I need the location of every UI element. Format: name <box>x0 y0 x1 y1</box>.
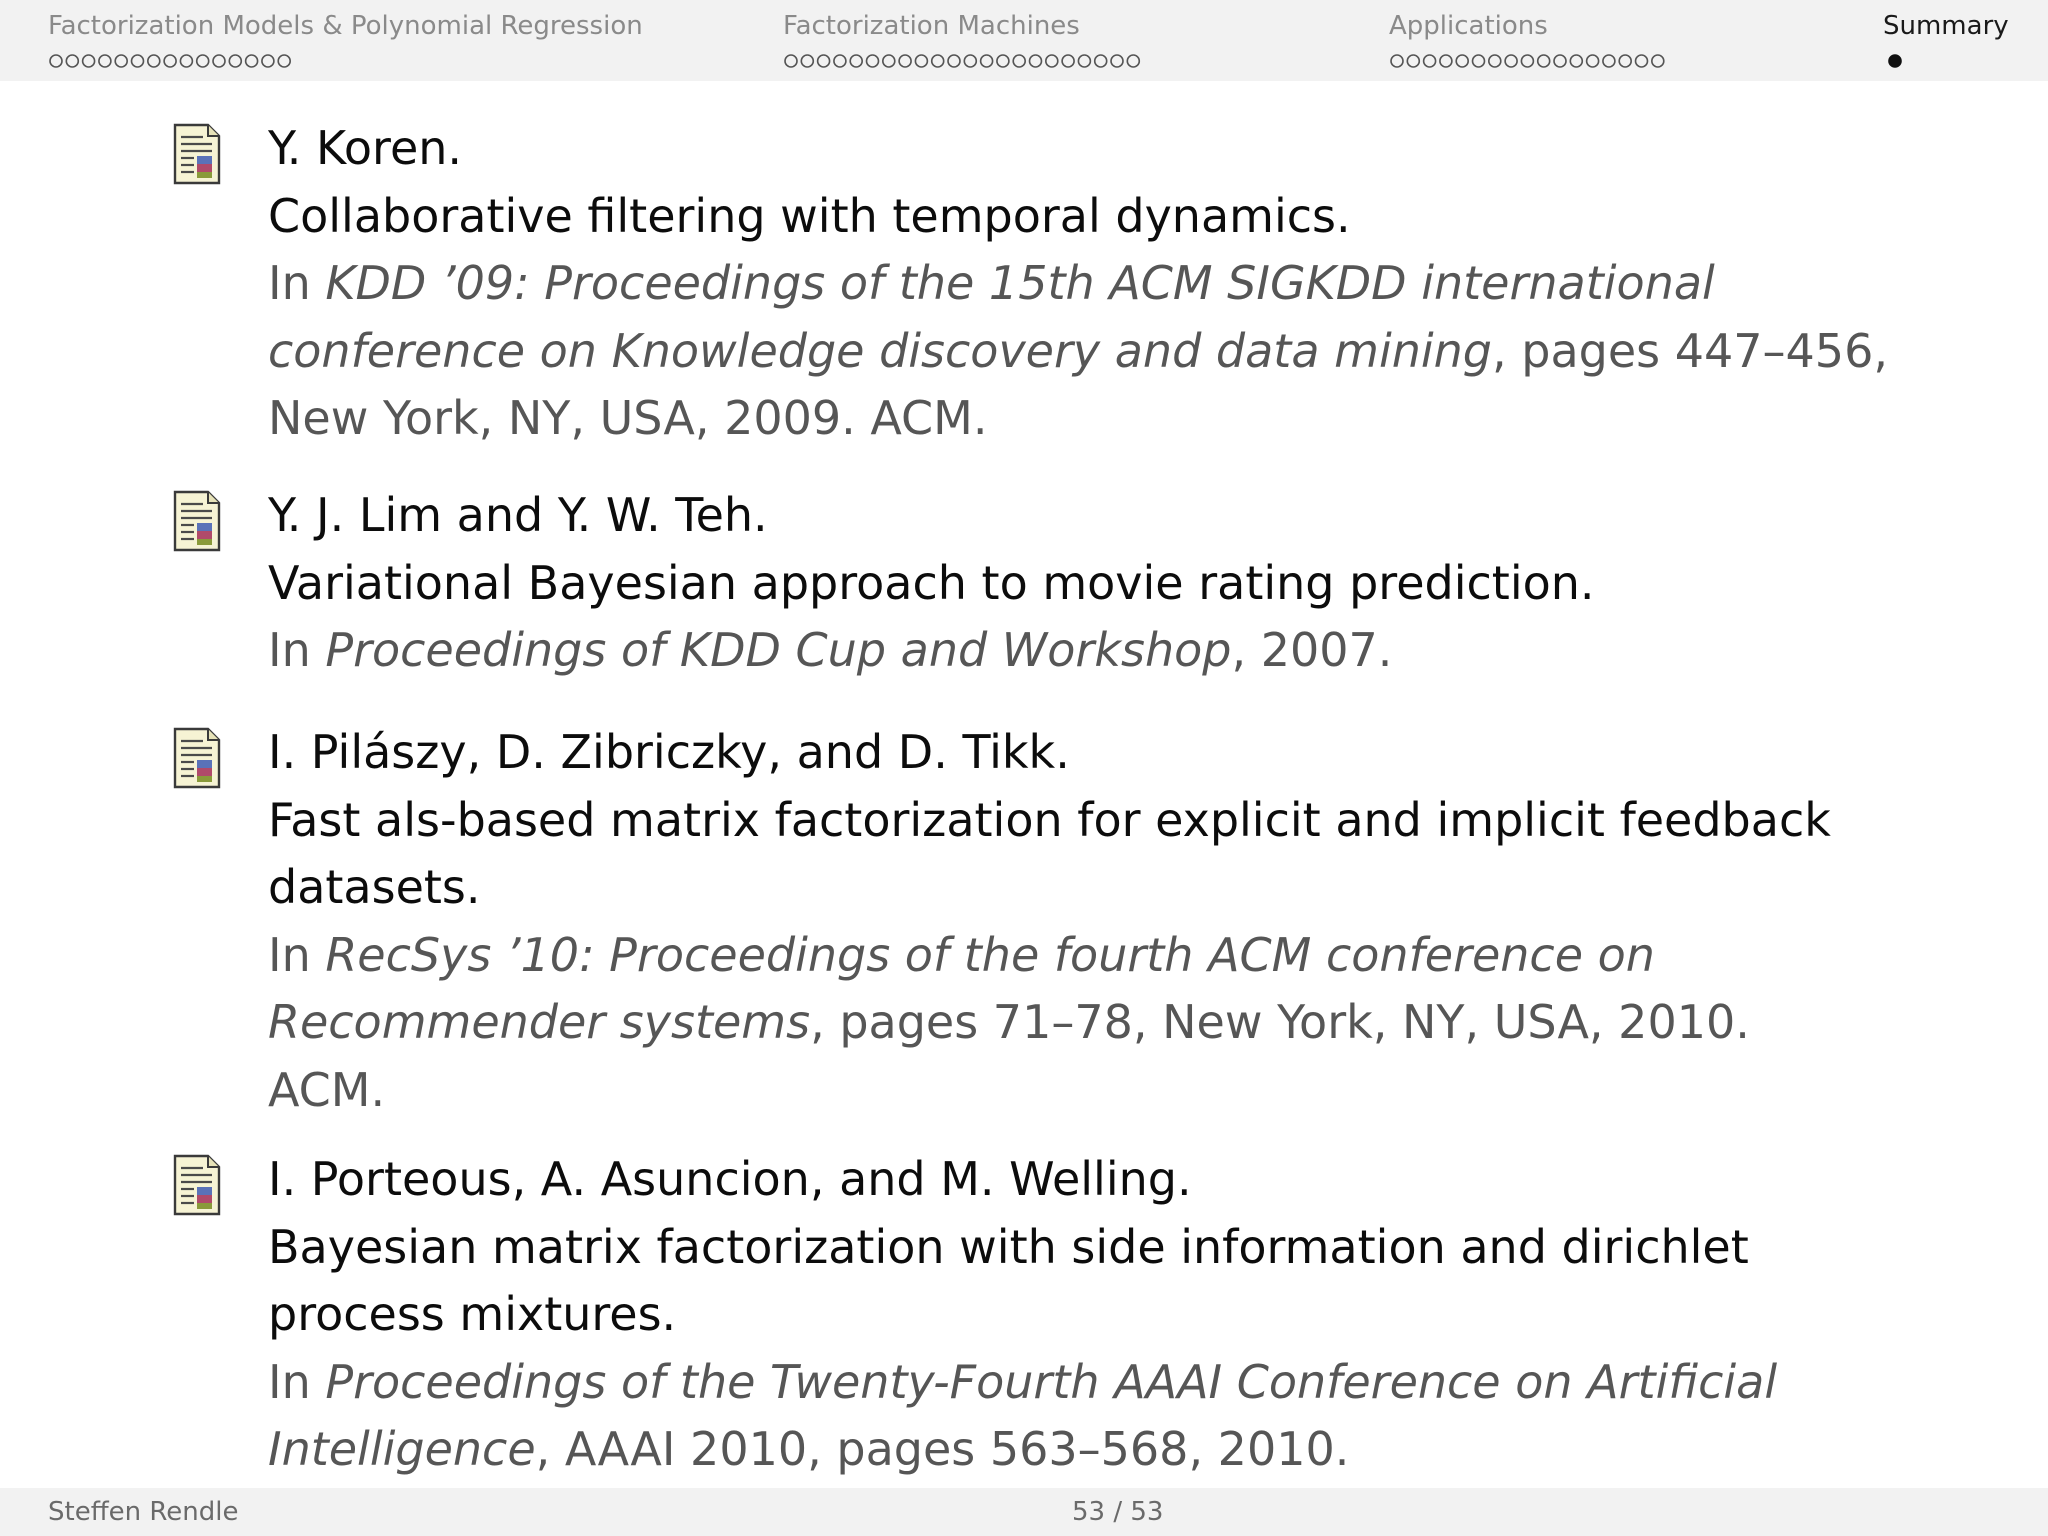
slide-footer <box>0 1488 2048 1536</box>
nav-dot[interactable] <box>948 55 960 67</box>
nav-dot[interactable] <box>1505 55 1517 67</box>
nav-section-title[interactable]: Factorization Machines <box>783 11 1080 41</box>
reference-title: Variational Bayesian approach to movie rating prediction. <box>268 555 1595 610</box>
nav-dot[interactable] <box>115 55 127 67</box>
nav-section-progress-dots[interactable] <box>48 51 297 71</box>
nav-dot[interactable] <box>1391 55 1403 67</box>
nav-dot[interactable] <box>197 55 209 67</box>
bibliography-text <box>268 1146 1908 1484</box>
nav-dot[interactable] <box>1013 55 1025 67</box>
nav-section-title[interactable]: Applications <box>1389 11 1548 41</box>
reference-source-text: , 2007. <box>1231 623 1393 677</box>
nav-dot[interactable] <box>818 55 830 67</box>
nav-dot-current[interactable] <box>1889 55 1901 67</box>
reference-source <box>268 1057 1908 1125</box>
nav-dot[interactable] <box>1554 55 1566 67</box>
reference-venue: Intelligence <box>268 1422 536 1476</box>
nav-dot[interactable] <box>997 55 1009 67</box>
nav-dot[interactable] <box>1538 55 1550 67</box>
nav-dot[interactable] <box>1062 55 1074 67</box>
nav-section-progress-dots[interactable] <box>1389 51 1671 71</box>
bibliography-text <box>268 115 1908 453</box>
nav-dot[interactable] <box>1587 55 1599 67</box>
nav-section-applications[interactable] <box>1389 9 1548 43</box>
nav-dot[interactable] <box>164 55 176 67</box>
reference-source-text: , AAAI 2010, pages 563–568, 2010. <box>535 1422 1350 1476</box>
reference-authors: Y. Koren. <box>268 121 463 175</box>
article-icon <box>172 1154 222 1216</box>
reference-venue: Proceedings of KDD Cup and Workshop <box>325 623 1232 677</box>
reference-source <box>268 1349 1908 1417</box>
reference-source-text: In <box>268 623 326 677</box>
reference-source <box>268 1416 1908 1484</box>
nav-dot[interactable] <box>981 55 993 67</box>
reference-venue: conference on Knowledge discovery and data mining <box>268 323 1493 378</box>
nav-dot[interactable] <box>915 55 927 67</box>
nav-dot[interactable] <box>1440 55 1452 67</box>
nav-dot[interactable] <box>1603 55 1615 67</box>
reference-source <box>268 318 1908 386</box>
nav-dot[interactable] <box>83 55 95 67</box>
nav-dot[interactable] <box>1652 55 1664 67</box>
nav-dot[interactable] <box>1078 55 1090 67</box>
reference-source-text: , pages 71–78, New York, NY, USA, 2010. <box>810 995 1750 1049</box>
nav-section-summary[interactable] <box>1883 9 2009 43</box>
nav-dot[interactable] <box>50 55 62 67</box>
nav-dot[interactable] <box>1521 55 1533 67</box>
reference-source <box>268 617 1908 685</box>
nav-dot[interactable] <box>1489 55 1501 67</box>
nav-dot[interactable] <box>883 55 895 67</box>
nav-dot[interactable] <box>1424 55 1436 67</box>
page-number: 53 / 53 <box>1072 1497 1164 1527</box>
reference-venue: KDD ’09: Proceedings of the 15th ACM SIGKDD international <box>325 256 1715 310</box>
reference-title: Fast als-based matrix factorization for explicit and implicit feedback <box>268 792 1831 847</box>
nav-section-progress-dots[interactable] <box>1887 51 1908 71</box>
article-icon <box>172 727 222 789</box>
reference-authors: Y. J. Lim and Y. W. Teh. <box>268 488 768 542</box>
nav-dot[interactable] <box>1473 55 1485 67</box>
nav-dot[interactable] <box>180 55 192 67</box>
nav-dot[interactable] <box>964 55 976 67</box>
nav-dot[interactable] <box>1095 55 1107 67</box>
reference-title: Collaborative filtering with temporal dynamics. <box>268 188 1351 243</box>
reference-source-text: In <box>268 927 326 982</box>
nav-dot[interactable] <box>1030 55 1042 67</box>
nav-dot[interactable] <box>1127 55 1139 67</box>
nav-dot[interactable] <box>246 55 258 67</box>
bibliography-text <box>268 719 1908 1124</box>
nav-dot[interactable] <box>1111 55 1123 67</box>
nav-section-factorization-models[interactable] <box>48 9 643 43</box>
reference-source <box>268 250 1908 318</box>
nav-dot[interactable] <box>1636 55 1648 67</box>
nav-dot[interactable] <box>834 55 846 67</box>
nav-dot[interactable] <box>262 55 274 67</box>
reference-venue: Recommender systems <box>268 995 811 1049</box>
reference-source-text: In <box>268 256 326 310</box>
nav-dot[interactable] <box>213 55 225 67</box>
section-navigation-bar <box>0 0 2048 81</box>
reference-authors: I. Pilászy, D. Zibriczky, and D. Tikk. <box>268 725 1070 779</box>
reference-source-text: ACM. <box>268 1062 386 1117</box>
nav-dot[interactable] <box>867 55 879 67</box>
nav-section-title[interactable]: Factorization Models & Polynomial Regression <box>48 11 643 41</box>
nav-dot[interactable] <box>1570 55 1582 67</box>
article-icon <box>172 123 222 185</box>
nav-section-factorization-machines[interactable] <box>783 9 1080 43</box>
reference-source-text: , pages 447–456, <box>1492 323 1888 378</box>
nav-section-title[interactable]: Summary <box>1883 11 2009 41</box>
reference-title: Bayesian matrix factorization with side information and dirichlet <box>268 1219 1749 1274</box>
reference-venue: RecSys ’10: Proceedings of the fourth ACM conference on <box>325 927 1655 982</box>
nav-dot[interactable] <box>899 55 911 67</box>
nav-dot[interactable] <box>1407 55 1419 67</box>
nav-dot[interactable] <box>229 55 241 67</box>
footer-author: Steffen Rendle <box>48 1497 239 1527</box>
nav-dot[interactable] <box>278 55 290 67</box>
reference-authors: I. Porteous, A. Asuncion, and M. Welling. <box>268 1152 1192 1206</box>
bibliography-text <box>268 482 1908 685</box>
nav-dot[interactable] <box>850 55 862 67</box>
nav-dot[interactable] <box>1456 55 1468 67</box>
reference-title: process mixtures. <box>268 1287 677 1341</box>
reference-source-text: In <box>268 1354 326 1409</box>
reference-source <box>268 989 1908 1057</box>
nav-dot[interactable] <box>99 55 111 67</box>
reference-title: datasets. <box>268 860 481 914</box>
reference-source <box>268 385 1908 453</box>
nav-dot[interactable] <box>148 55 160 67</box>
nav-dot[interactable] <box>932 55 944 67</box>
nav-dot[interactable] <box>66 55 78 67</box>
reference-source-text: New York, NY, USA, 2009. ACM. <box>268 391 988 445</box>
nav-dot[interactable] <box>132 55 144 67</box>
nav-section-progress-dots[interactable] <box>783 51 1146 71</box>
reference-source <box>268 922 1908 990</box>
nav-dot[interactable] <box>1619 55 1631 67</box>
reference-venue: Proceedings of the Twenty-Fourth AAAI Conference on Artificial <box>325 1354 1778 1409</box>
nav-dot[interactable] <box>785 55 797 67</box>
bibliography-list <box>0 81 2048 1488</box>
nav-dot[interactable] <box>1046 55 1058 67</box>
nav-dot[interactable] <box>801 55 813 67</box>
article-icon <box>172 490 222 552</box>
